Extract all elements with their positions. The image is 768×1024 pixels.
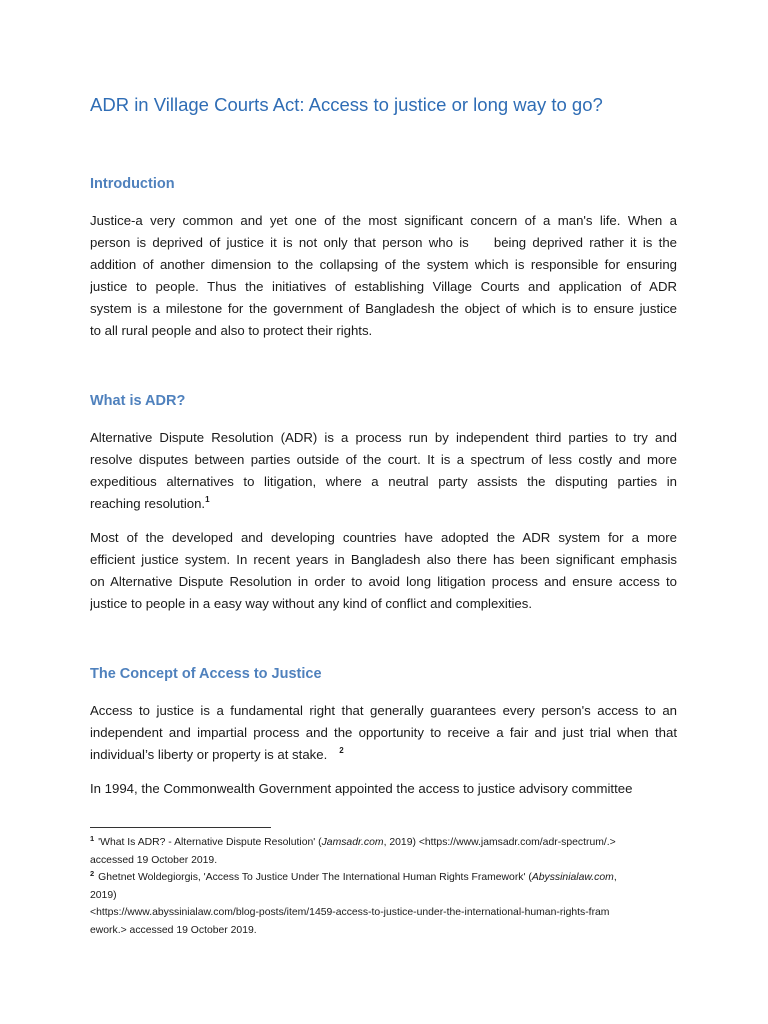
footnote-2-continued: 2019) [90, 889, 117, 901]
footnote-1-continued: accessed 19 October 2019. [90, 854, 218, 866]
paragraph-access-definition [90, 700, 677, 766]
text-line: addition of another dimension to the collapsing of the system which is responsible for ensuring [90, 257, 677, 272]
text-line-with-footnote [90, 744, 677, 766]
footnote-2-url[interactable]: <https://www.abyssinialaw.com/blog-posts/item/1459-access-to-justice-under-the-international-human-rights-fram [90, 907, 610, 918]
text-line: system is a milestone for the government of Bangladesh the object of which is to ensure justice [90, 301, 677, 316]
heading-access-to-justice: The Concept of Access to Justice [90, 666, 322, 682]
text-line: on Alternative Dispute Resolution in order to avoid long litigation process and ensure access to [90, 574, 677, 589]
text-line: Access to justice is a fundamental right that generally guarantees every person's access to an [90, 703, 677, 718]
heading-what-is-adr: What is ADR? [90, 393, 186, 409]
footnote-number: 2 [90, 868, 95, 878]
text-line: Most of the developed and developing countries have adopted the ADR system for a more [90, 530, 677, 545]
text-line: Alternative Dispute Resolution (ADR) is a process run by independent third parties to try and [90, 430, 677, 445]
footnote-text: Ghetnet Woldegiorgis, 'Access To Justice Under The International Human Rights Framework' ( [98, 872, 532, 883]
text-line-with-footnote [90, 493, 677, 515]
footnote-ref-1[interactable]: 1 [205, 494, 210, 504]
paragraph-introduction [90, 210, 677, 342]
footnote-source: Abyssinialaw.com [531, 872, 614, 883]
text-line: justice to people. Thus the initiatives of establishing Village Courts and application of ADR [90, 279, 677, 294]
paragraph-adr-adoption [90, 527, 677, 615]
footnote-text[interactable]: , 2019) <https://www.jamsadr.com/adr-spectrum/.> [383, 837, 616, 848]
footnote-number: 1 [90, 833, 95, 843]
footnote-text: 'What Is ADR? - Alternative Dispute Resolution' ( [98, 837, 322, 848]
text-line: person is deprived of justice it is not only that person who is being deprived rather it is the [90, 235, 677, 250]
text-line: independent and impartial process and the opportunity to receive a fair and just trial when that [90, 725, 677, 740]
text-line: justice to people in a easy way without any kind of conflict and complexities. [90, 596, 533, 611]
text-line: expeditious alternatives to litigation, where a neutral party assists the disputing parties in [90, 474, 677, 489]
text-line: reaching resolution. [90, 496, 206, 511]
text-line: In 1994, the Commonwealth Government appointed the access to justice advisory committee [90, 781, 633, 796]
paragraph-commonwealth [90, 778, 677, 800]
text-line: Justice-a very common and yet one of the most significant concern of a man's life. When a [90, 213, 677, 228]
document-title: ADR in Village Courts Act: Access to justice or long way to go? [90, 94, 603, 115]
text-line: resolve disputes between parties outside of the court. It is a spectrum of less costly and more [90, 452, 677, 467]
footnote-2-continued: ework.> accessed 19 October 2019. [90, 924, 257, 936]
footnote-source: Jamsadr.com [321, 837, 384, 848]
footnote-2 [90, 869, 680, 887]
footnote-separator [90, 827, 271, 828]
paragraph-adr-definition [90, 427, 677, 515]
footnote-ref-2[interactable]: 2 [339, 745, 344, 755]
text-line: individual’s liberty or property is at stake. [90, 747, 328, 762]
text-line: efficient justice system. In recent years in Bangladesh also there has been significant emphasis [90, 552, 677, 567]
heading-introduction: Introduction [90, 176, 175, 192]
text-line: to all rural people and also to protect their rights. [90, 323, 373, 338]
footnote-1 [90, 834, 680, 852]
footnote-text: , [613, 872, 617, 883]
footnotes [90, 834, 680, 939]
